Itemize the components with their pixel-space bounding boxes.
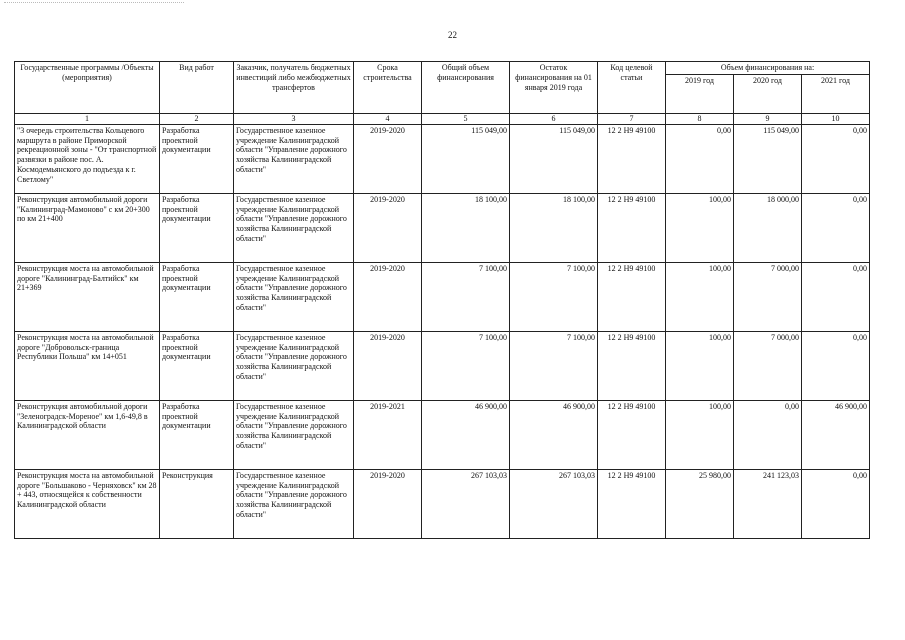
table-row	[15, 124, 870, 193]
cell-2020: 0,00	[734, 400, 802, 469]
cell-2021: 0,00	[802, 262, 870, 331]
column-number: 9	[734, 114, 802, 125]
cell-2020: 241 123,03	[734, 469, 802, 538]
cell-remainder: 7 100,00	[510, 262, 598, 331]
cell-code: 12 2 H9 49100	[598, 331, 666, 400]
column-number-row	[15, 114, 870, 125]
cell-2019: 0,00	[666, 124, 734, 193]
cell-2021: 0,00	[802, 124, 870, 193]
cell-remainder: 7 100,00	[510, 331, 598, 400]
cell-total: 267 103,03	[422, 469, 510, 538]
page-number: 22	[448, 30, 457, 40]
cell-remainder: 46 900,00	[510, 400, 598, 469]
cell-2019: 100,00	[666, 262, 734, 331]
column-number: 4	[354, 114, 422, 125]
scan-artifact	[4, 2, 184, 4]
cell-period: 2019-2020	[354, 124, 422, 193]
header-year-2020: 2020 год	[734, 75, 802, 114]
column-number: 5	[422, 114, 510, 125]
cell-period: 2019-2020	[354, 262, 422, 331]
table-row	[15, 400, 870, 469]
cell-customer: Государственное казенное учреждение Калининградской области "Управление дорожного хозяйства Калининградской области"	[234, 262, 354, 331]
cell-2021: 0,00	[802, 469, 870, 538]
header-year-2021: 2021 год	[802, 75, 870, 114]
header-remainder: Остаток финансирования на 01 января 2019 года	[510, 62, 598, 114]
cell-object: Реконструкция моста на автомобильной дороге "Калининград-Балтийск" км 21+369	[15, 262, 160, 331]
table-row	[15, 331, 870, 400]
column-number: 2	[160, 114, 234, 125]
cell-2020: 18 000,00	[734, 193, 802, 262]
header-customer: Заказчик, получатель бюджетных инвестиций либо межбюджетных трансфертов	[234, 62, 354, 114]
cell-work-type: Разработка проектной документации	[160, 124, 234, 193]
cell-period: 2019-2020	[354, 193, 422, 262]
header-financing: Объем финансирования на:	[666, 62, 870, 75]
header-program: Государственные программы /Объекты (мероприятия)	[15, 62, 160, 114]
cell-object: Реконструкция автомобильной дороги "Калининград-Мамоново" с км 20+300 по км 21+400	[15, 193, 160, 262]
cell-2019: 100,00	[666, 193, 734, 262]
header-total: Общий объем финансирования	[422, 62, 510, 114]
header-year-2019: 2019 год	[666, 75, 734, 114]
cell-total: 115 049,00	[422, 124, 510, 193]
cell-remainder: 18 100,00	[510, 193, 598, 262]
column-number: 10	[802, 114, 870, 125]
cell-remainder: 115 049,00	[510, 124, 598, 193]
cell-code: 12 2 H9 49100	[598, 262, 666, 331]
cell-customer: Государственное казенное учреждение Калининградской области "Управление дорожного хозяйства Калининградской области"	[234, 124, 354, 193]
cell-customer: Государственное казенное учреждение Калининградской области "Управление дорожного хозяйства Калининградской области"	[234, 331, 354, 400]
cell-work-type: Разработка проектной документации	[160, 331, 234, 400]
header-period: Срока строительства	[354, 62, 422, 114]
cell-object: Реконструкция моста на автомобильной дороге "Большаково - Черняховск" км 28 + 443, относящейся к собственности Калининградской области	[15, 469, 160, 538]
table-body	[15, 124, 870, 538]
table-row	[15, 469, 870, 538]
cell-period: 2019-2021	[354, 400, 422, 469]
cell-object: Реконструкция моста на автомобильной дороге "Добровольск-граница Республики Польша" км 14+051	[15, 331, 160, 400]
column-number: 1	[15, 114, 160, 125]
cell-total: 7 100,00	[422, 262, 510, 331]
column-number: 8	[666, 114, 734, 125]
cell-2020: 7 000,00	[734, 331, 802, 400]
cell-customer: Государственное казенное учреждение Калининградской области "Управление дорожного хозяйства Калининградской области"	[234, 469, 354, 538]
cell-customer: Государственное казенное учреждение Калининградской области "Управление дорожного хозяйства Калининградской области"	[234, 400, 354, 469]
cell-code: 12 2 H9 49100	[598, 124, 666, 193]
cell-2021: 46 900,00	[802, 400, 870, 469]
cell-2019: 100,00	[666, 400, 734, 469]
cell-2019: 25 980,00	[666, 469, 734, 538]
header-code: Код целевой статьи	[598, 62, 666, 114]
cell-object: Реконструкция автомобильной дороги "Зеленоградск-Мореное" км 1,6-49,8 в Калининградской области	[15, 400, 160, 469]
cell-customer: Государственное казенное учреждение Калининградской области "Управление дорожного хозяйства Калининградской области"	[234, 193, 354, 262]
cell-period: 2019-2020	[354, 331, 422, 400]
cell-work-type: Разработка проектной документации	[160, 262, 234, 331]
table-row	[15, 262, 870, 331]
cell-2020: 7 000,00	[734, 262, 802, 331]
cell-2021: 0,00	[802, 193, 870, 262]
column-number: 6	[510, 114, 598, 125]
cell-work-type: Разработка проектной документации	[160, 400, 234, 469]
cell-work-type: Реконструкция	[160, 469, 234, 538]
table-header	[15, 62, 870, 125]
cell-code: 12 2 H9 49100	[598, 193, 666, 262]
cell-period: 2019-2020	[354, 469, 422, 538]
cell-2021: 0,00	[802, 331, 870, 400]
cell-code: 12 2 H9 49100	[598, 469, 666, 538]
column-number: 3	[234, 114, 354, 125]
cell-work-type: Разработка проектной документации	[160, 193, 234, 262]
cell-2019: 100,00	[666, 331, 734, 400]
financing-table	[14, 61, 870, 539]
cell-total: 7 100,00	[422, 331, 510, 400]
cell-total: 46 900,00	[422, 400, 510, 469]
table-row	[15, 193, 870, 262]
cell-object: "3 очередь строительства Кольцевого маршрута в районе Приморской рекреационной зоны - "От транспортной развязки в районе пос. А. Космодемьянского до подъезда к г. Светлому"	[15, 124, 160, 193]
cell-code: 12 2 H9 49100	[598, 400, 666, 469]
cell-2020: 115 049,00	[734, 124, 802, 193]
cell-total: 18 100,00	[422, 193, 510, 262]
column-number: 7	[598, 114, 666, 125]
header-work-type: Вид работ	[160, 62, 234, 114]
cell-remainder: 267 103,03	[510, 469, 598, 538]
